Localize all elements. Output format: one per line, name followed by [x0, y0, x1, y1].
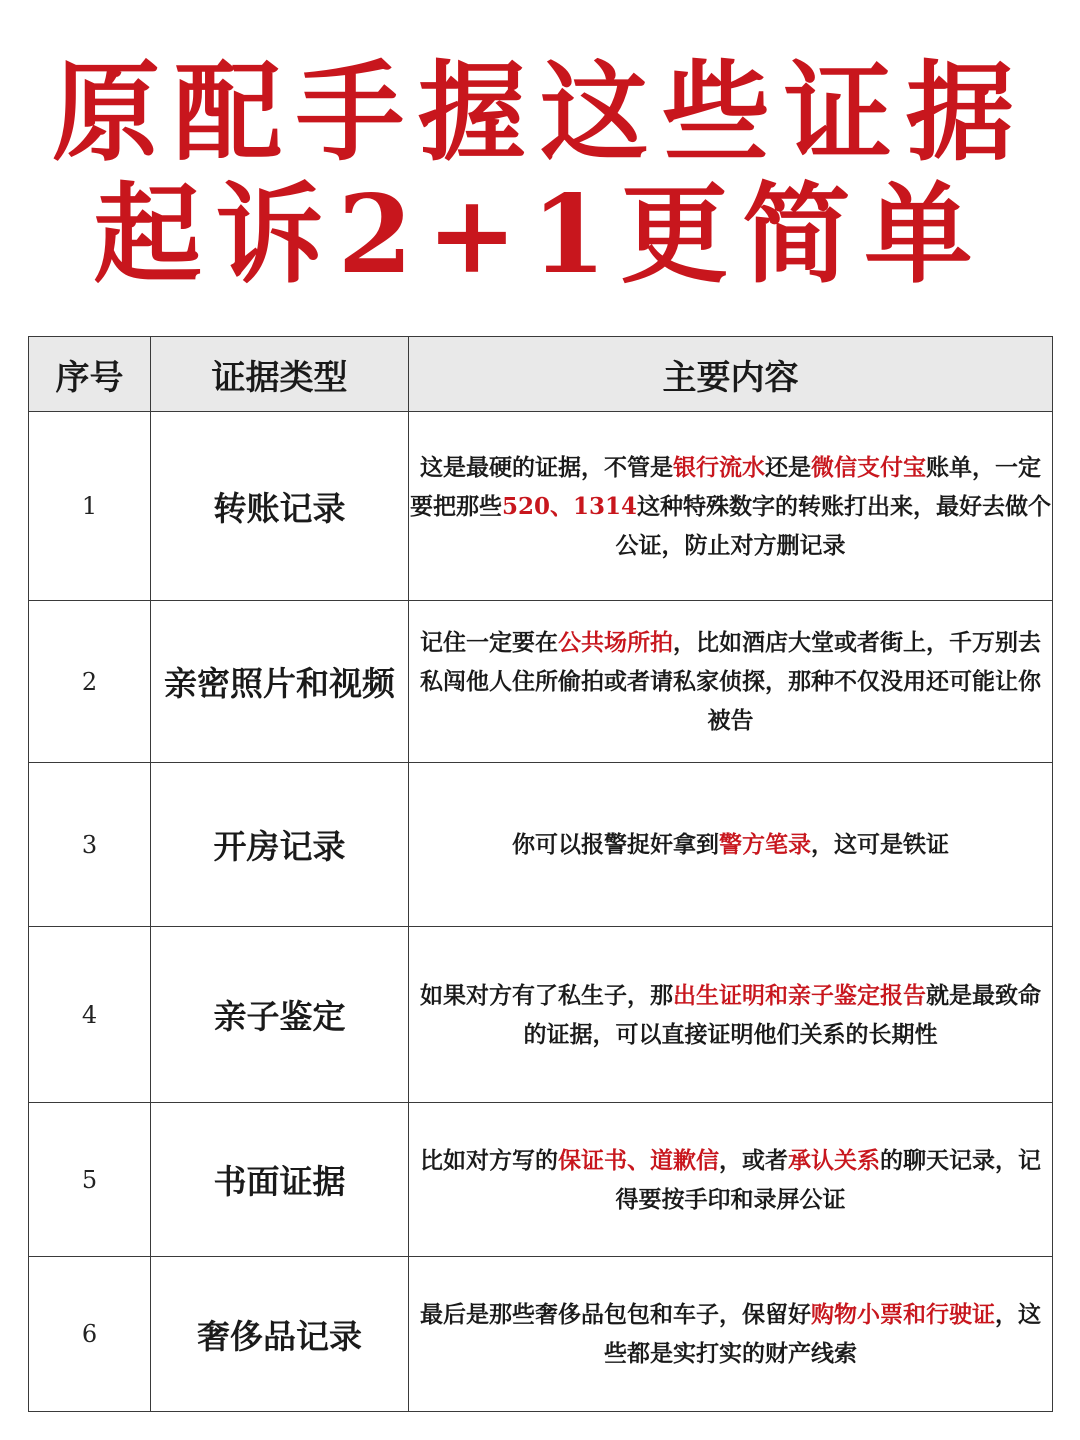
- evidence-content: [409, 601, 1053, 763]
- table-row: [29, 412, 1053, 601]
- highlight-text: 保证书、道歉信: [558, 1146, 719, 1174]
- content-text: ，比如酒店大堂或者街上，千万别去私闯他人住所偷拍或者请私家侦探，那种不仅没用还可能让你被告: [420, 629, 1041, 734]
- content-text: 就是最致命的证据，可以直接证明他们关系的长期性: [523, 981, 1041, 1048]
- highlight-text: 购物小票和行驶证: [811, 1301, 995, 1328]
- title-line-2: 起诉2+1更简单: [93, 172, 987, 298]
- evidence-type: 书面证据: [151, 1103, 409, 1257]
- row-number: 2: [29, 601, 151, 763]
- highlight-text: 微信支付宝: [811, 453, 926, 481]
- table-row: [29, 1257, 1053, 1412]
- row-number: 5: [29, 1103, 151, 1257]
- table-body: [29, 412, 1053, 1412]
- row-number: 1: [29, 412, 151, 601]
- content-text: 如果对方有了私生子，那: [420, 981, 673, 1009]
- content-text: 的聊天记录，记得要按手印和录屏公证: [615, 1146, 1041, 1213]
- highlight-text: 公共场所拍: [558, 629, 673, 656]
- header-no: 序号: [29, 337, 151, 412]
- content-text: 这是最硬的证据，不管是: [420, 453, 673, 481]
- highlight-text: 承认关系: [788, 1146, 880, 1174]
- header-content: 主要内容: [409, 337, 1053, 412]
- highlight-text: 出生证明和亲子鉴定报告: [673, 981, 926, 1009]
- content-text: 比如对方写的: [420, 1146, 558, 1174]
- row-number: 3: [29, 763, 151, 927]
- evidence-type: 奢侈品记录: [151, 1257, 409, 1412]
- evidence-content: [409, 412, 1053, 601]
- evidence-type: 亲密照片和视频: [151, 601, 409, 763]
- content-text: ，这可是铁证: [811, 831, 949, 858]
- evidence-content: [409, 927, 1053, 1103]
- header-row: [29, 337, 1053, 412]
- header-type: 证据类型: [151, 337, 409, 412]
- content-text: 这种特殊数字的转账打出来，最好去做个公证，防止对方删记录: [615, 492, 1052, 559]
- table-row: [29, 1103, 1053, 1257]
- evidence-type: 开房记录: [151, 763, 409, 927]
- highlight-text: 银行流水: [673, 453, 765, 481]
- evidence-type: 亲子鉴定: [151, 927, 409, 1103]
- content-text: ，这些都是实打实的财产线索: [604, 1301, 1041, 1367]
- evidence-content: [409, 1103, 1053, 1257]
- content-text: ，或者: [719, 1146, 788, 1174]
- evidence-table: [28, 336, 1053, 1412]
- table-row: [29, 927, 1053, 1103]
- page-title: [0, 52, 1080, 296]
- evidence-type: 转账记录: [151, 412, 409, 601]
- row-number: 4: [29, 927, 151, 1103]
- highlight-text: 警方笔录: [719, 831, 811, 858]
- evidence-content: [409, 763, 1053, 927]
- table-row: [29, 601, 1053, 763]
- row-number: 6: [29, 1257, 151, 1412]
- table-header: [29, 337, 1053, 412]
- content-text: 你可以报警捉奸拿到: [512, 831, 719, 858]
- content-text: 账单，一定要把那些: [409, 453, 1041, 520]
- title-line-1: 原配手握这些证据: [51, 50, 1028, 176]
- content-text: 还是: [765, 453, 811, 481]
- highlight-text: 520、1314: [501, 492, 638, 520]
- evidence-content: [409, 1257, 1053, 1412]
- content-text: 最后是那些奢侈品包包和车子，保留好: [420, 1301, 811, 1328]
- table-row: [29, 763, 1053, 927]
- content-text: 记住一定要在: [420, 629, 558, 656]
